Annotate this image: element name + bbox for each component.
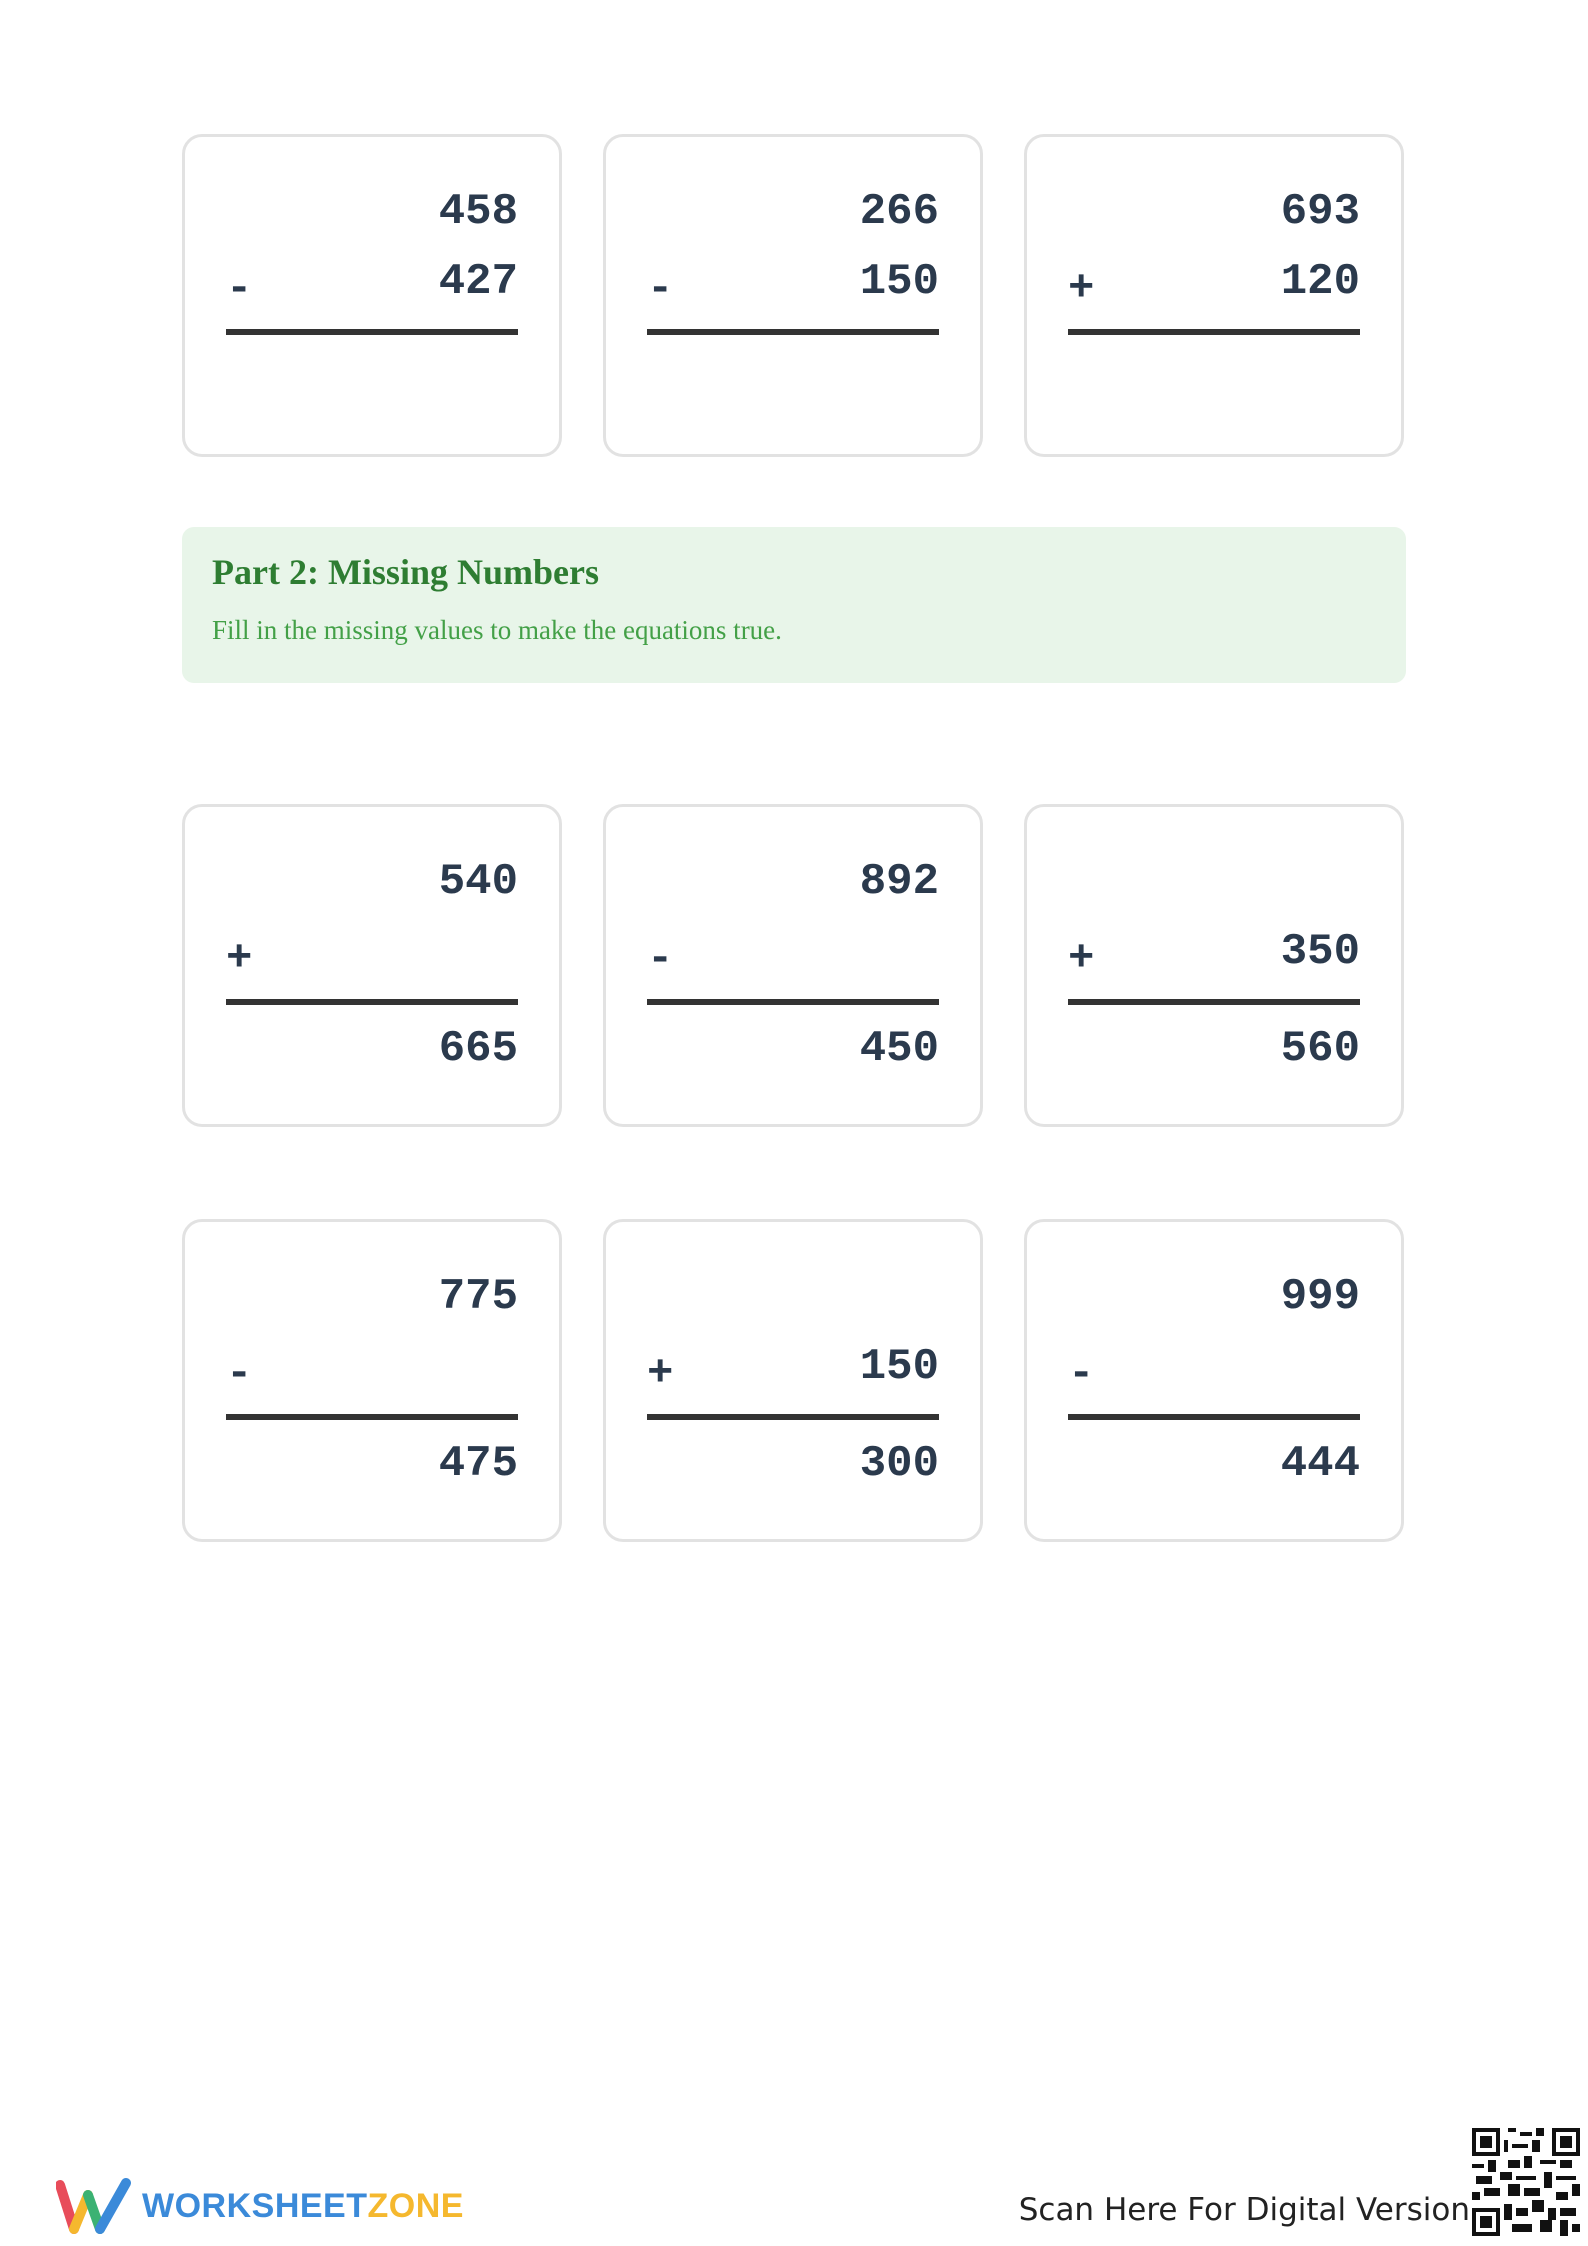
top-number: 540 [438, 857, 518, 907]
answer-line [1068, 999, 1360, 1005]
answer-line [1068, 329, 1360, 335]
top-number: 693 [1280, 187, 1360, 237]
top-number: 999 [1280, 1272, 1360, 1322]
result-number: 665 [438, 1024, 518, 1074]
top-number: 775 [438, 1272, 518, 1322]
part2-problems-row2 [182, 1219, 1404, 1542]
part1-problems [182, 134, 1404, 457]
operator: - [226, 1349, 253, 1399]
result-number: 475 [438, 1439, 518, 1489]
problem-card [182, 804, 562, 1127]
problem-card [1024, 1219, 1404, 1542]
answer-line [647, 329, 939, 335]
answer-line [226, 1414, 518, 1420]
brand-name-part2: ZONE [367, 2186, 464, 2225]
section-title: Part 2: Missing Numbers [212, 552, 599, 592]
top-number: 458 [438, 187, 518, 237]
part2-problems-row1 [182, 804, 1404, 1127]
section-instructions: Fill in the missing values to make the equations true. [212, 615, 782, 645]
top-number: 266 [859, 187, 939, 237]
problem-card [182, 134, 562, 457]
problem-card [603, 1219, 983, 1542]
qr-code-icon[interactable] [1472, 2128, 1580, 2236]
answer-line [1068, 1414, 1360, 1420]
top-number: 892 [859, 857, 939, 907]
result-number: 444 [1280, 1439, 1360, 1489]
brand-name [142, 2187, 464, 2226]
result-number: 300 [859, 1439, 939, 1489]
second-number: 120 [1280, 257, 1360, 307]
answer-line [226, 329, 518, 335]
problem-card [1024, 134, 1404, 457]
operator: - [647, 264, 674, 314]
answer-line [647, 999, 939, 1005]
problem-card [182, 1219, 562, 1542]
worksheetzone-logo-icon [56, 2177, 132, 2235]
operator: + [1068, 934, 1095, 984]
second-number: 150 [859, 1342, 939, 1392]
result-number: 560 [1280, 1024, 1360, 1074]
brand-name-part1: WORKSHEET [142, 2186, 368, 2225]
problem-card [603, 804, 983, 1127]
operator: - [226, 264, 253, 314]
part2-banner [182, 527, 1406, 683]
second-number: 427 [438, 257, 518, 307]
answer-line [226, 999, 518, 1005]
operator: + [647, 1349, 674, 1399]
second-number: 150 [859, 257, 939, 307]
answer-line [647, 1414, 939, 1420]
operator: - [647, 934, 674, 984]
result-number: 450 [859, 1024, 939, 1074]
operator: + [226, 934, 253, 984]
scan-label: Scan Here For Digital Version [1018, 2192, 1470, 2228]
problem-card [603, 134, 983, 457]
problem-card [1024, 804, 1404, 1127]
brand-logo [56, 2176, 464, 2236]
second-number: 350 [1280, 927, 1360, 977]
operator: - [1068, 1349, 1095, 1399]
operator: + [1068, 264, 1095, 314]
